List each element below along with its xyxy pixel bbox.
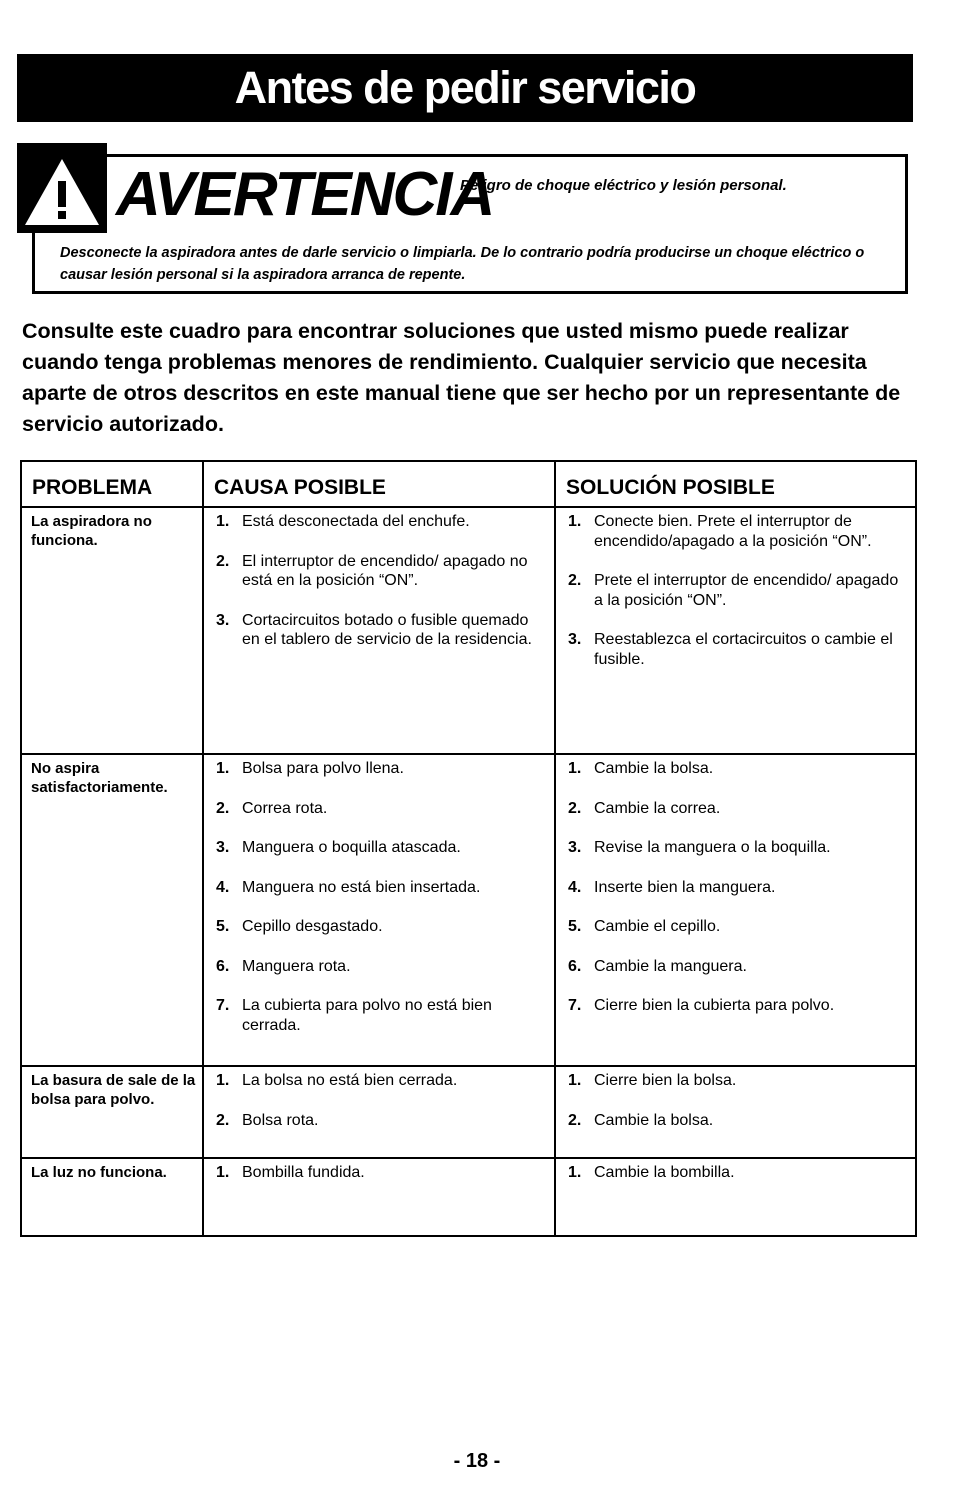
cause-cell	[203, 507, 555, 754]
item-number: 1.	[216, 760, 230, 777]
item-text: Cambie el cepillo.	[594, 918, 721, 935]
item-text: Cambie la bolsa.	[594, 760, 714, 777]
cause-cell	[203, 1066, 555, 1158]
table-header-row	[21, 461, 916, 507]
cause-cell	[203, 754, 555, 1066]
item-text: Prete el interruptor de encendido/ apagado a la posición “ON”.	[594, 572, 899, 609]
item-text: Manguera no está bien insertada.	[242, 878, 481, 896]
list-item	[216, 759, 548, 779]
warning-text: Desconecte la aspiradora antes de darle servicio o limpiarla. De lo contrario podría producirse un choque eléctrico o causar lesión personal si la aspiradora arranca de repente.	[60, 245, 865, 283]
item-number: 4.	[568, 878, 582, 896]
list-item	[568, 917, 909, 937]
item-number: 2.	[216, 1111, 230, 1129]
item-text: Cambie la manguera.	[594, 957, 747, 975]
item-number: 3.	[216, 611, 230, 629]
cause-list	[204, 508, 554, 650]
item-number: 2.	[568, 572, 582, 589]
item-text: La cubierta para polvo no está bien cerrada.	[242, 997, 492, 1034]
solution-cell	[555, 507, 916, 754]
list-item	[568, 878, 909, 898]
intro-paragraph: Consulte este cuadro para encontrar soluciones que usted mismo puede realizar cuando tenga problemas menores de rendimiento. Cualquier servicio que necesita aparte de otros descritos en este manual tiene que ser hecho por un representante de servicio autorizado.	[22, 319, 901, 436]
item-number: 2.	[568, 1111, 582, 1129]
item-text: Cierre bien la bolsa.	[594, 1072, 737, 1089]
item-text: Inserte bien la manguera.	[594, 878, 776, 896]
item-number: 5.	[568, 918, 582, 935]
header-problem: PROBLEMA	[21, 461, 203, 507]
item-text: Conecte bien. Prete el interruptor de encendido/apagado a la posición “ON”.	[594, 513, 872, 550]
item-number: 1.	[568, 1072, 582, 1089]
item-text: Revise la manguera o la boquilla.	[594, 839, 831, 856]
table-row	[21, 754, 916, 1066]
item-text: Cierre bien la cubierta para polvo.	[594, 997, 835, 1014]
solution-list	[556, 755, 915, 1016]
item-text: Bolsa para polvo llena.	[242, 760, 404, 777]
problem-text: La luz no funciona.	[31, 1164, 167, 1181]
list-item	[568, 838, 909, 858]
item-number: 2.	[568, 799, 582, 817]
solution-list	[556, 1159, 915, 1183]
item-number: 3.	[568, 839, 582, 856]
item-text: Está desconectada del enchufe.	[242, 513, 470, 530]
table-row	[21, 507, 916, 754]
list-item	[216, 957, 548, 977]
problem-text: La aspiradora no funciona.	[31, 513, 152, 549]
item-text: Reestablezca el cortacircuitos o cambie el fusible.	[594, 631, 893, 668]
item-text: Correa rota.	[242, 799, 328, 817]
troubleshooting-table	[20, 460, 917, 1237]
item-number: 6.	[216, 957, 230, 975]
solution-list	[556, 508, 915, 669]
problem-cell	[21, 1158, 203, 1236]
problem-cell	[21, 1066, 203, 1158]
cause-list	[204, 1067, 554, 1130]
item-text: Manguera rota.	[242, 957, 351, 975]
list-item	[216, 799, 548, 819]
warning-word: AVERTENCIA	[116, 160, 494, 229]
item-number: 7.	[216, 997, 230, 1014]
warning-subtitle: Peligro de choque eléctrico y lesión personal.	[460, 177, 787, 194]
list-item	[568, 1111, 909, 1131]
page-number: - 18 -	[453, 1450, 501, 1472]
header-cause: CAUSA POSIBLE	[203, 461, 555, 507]
list-item	[216, 838, 548, 858]
list-item	[568, 957, 909, 977]
item-number: 6.	[568, 957, 582, 975]
header-solution: SOLUCIÓN POSIBLE	[555, 461, 916, 507]
item-text: Bolsa rota.	[242, 1111, 319, 1129]
table-row	[21, 1158, 916, 1236]
list-item	[568, 512, 909, 551]
solution-cell	[555, 754, 916, 1066]
list-item	[216, 552, 548, 591]
item-text: Cortacircuitos botado o fusible quemado en el tablero de servicio de la residencia.	[242, 611, 532, 648]
list-item	[568, 799, 909, 819]
list-item	[216, 996, 548, 1035]
list-item	[568, 571, 909, 610]
item-text: El interruptor de encendido/ apagado no está en la posición “ON”.	[242, 552, 528, 589]
list-item	[568, 1163, 909, 1183]
cause-list	[204, 1159, 554, 1183]
item-number: 7.	[568, 997, 582, 1014]
cause-list	[204, 755, 554, 1035]
item-number: 2.	[216, 552, 230, 570]
item-number: 3.	[568, 631, 582, 648]
item-text: Cambie la bolsa.	[594, 1111, 714, 1129]
item-number: 1.	[568, 760, 582, 777]
problem-cell	[21, 507, 203, 754]
item-text: Cepillo desgastado.	[242, 918, 383, 935]
problem-text: La basura de sale de la bolsa para polvo.	[31, 1072, 196, 1108]
cause-cell	[203, 1158, 555, 1236]
item-number: 1.	[568, 1164, 582, 1181]
solution-cell	[555, 1158, 916, 1236]
item-text: La bolsa no está bien cerrada.	[242, 1072, 458, 1089]
solution-cell	[555, 1066, 916, 1158]
item-text: Cambie la bombilla.	[594, 1164, 735, 1181]
item-number: 5.	[216, 918, 230, 935]
table-body	[21, 507, 916, 1236]
list-item	[216, 1071, 548, 1091]
list-item	[568, 759, 909, 779]
item-number: 1.	[216, 513, 230, 530]
problem-cell	[21, 754, 203, 1066]
list-item	[216, 917, 548, 937]
list-item	[568, 630, 909, 669]
table-row	[21, 1066, 916, 1158]
page-title: Antes de pedir servicio	[17, 54, 913, 122]
list-item	[216, 611, 548, 650]
list-item	[568, 1071, 909, 1091]
item-number: 2.	[216, 799, 230, 817]
item-number: 1.	[216, 1072, 230, 1089]
item-text: Cambie la correa.	[594, 799, 721, 817]
item-number: 1.	[216, 1164, 230, 1181]
item-number: 1.	[568, 513, 582, 530]
problem-text: No aspira satisfactoriamente.	[31, 760, 168, 796]
warning-triangle-icon	[22, 155, 102, 229]
solution-list	[556, 1067, 915, 1130]
item-text: Bombilla fundida.	[242, 1164, 365, 1181]
list-item	[216, 1163, 548, 1183]
list-item	[216, 512, 548, 532]
list-item	[568, 996, 909, 1016]
list-item	[216, 878, 548, 898]
list-item	[216, 1111, 548, 1131]
item-text: Manguera o boquilla atascada.	[242, 839, 461, 856]
item-number: 4.	[216, 878, 230, 896]
item-number: 3.	[216, 839, 230, 856]
